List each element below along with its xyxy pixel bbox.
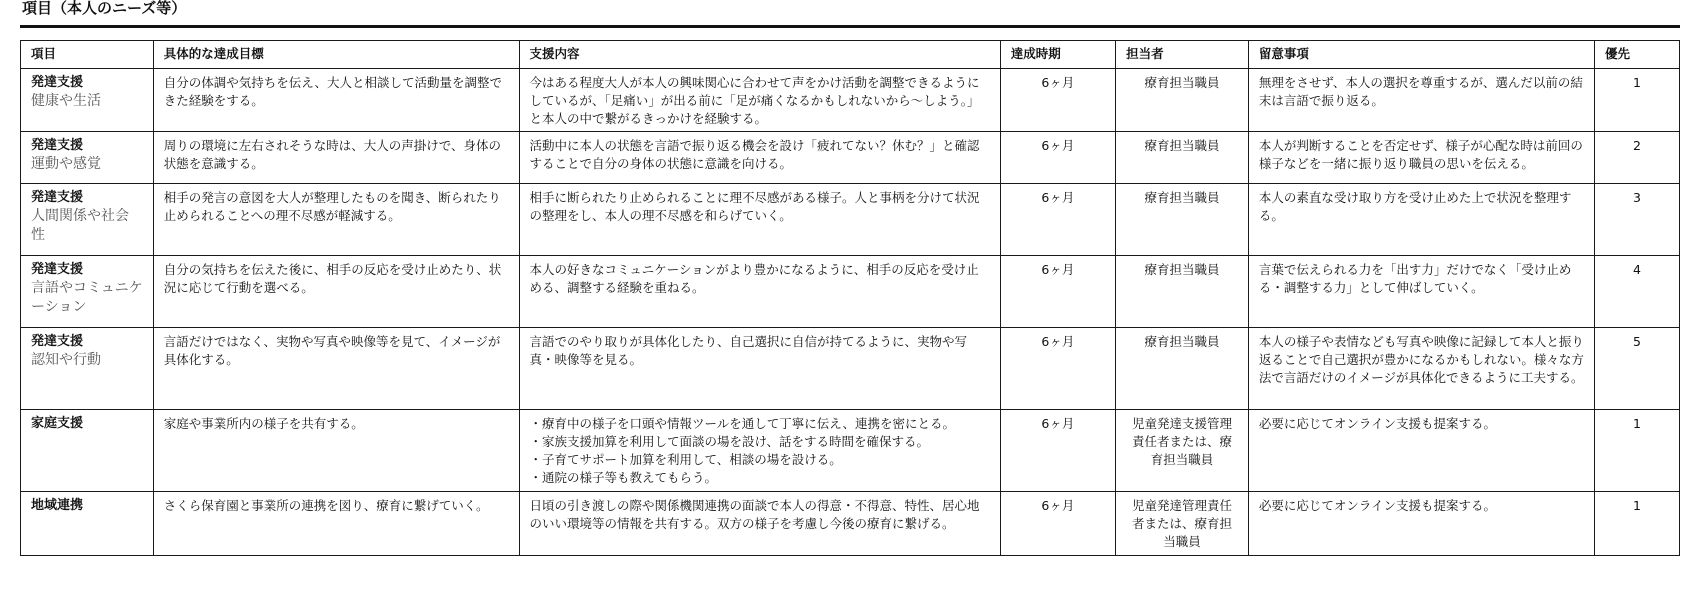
item-cell xyxy=(21,69,154,132)
support-cell xyxy=(519,184,1000,256)
header-row xyxy=(21,41,1680,69)
item-cell xyxy=(21,410,154,492)
support-line: 日頃の引き渡しの際や関係機関連携の面談で本人の得意・不得意、特性、居心地のいい環境等の情報を共有する。双方の様子を考慮し今後の療育に繋げる。 xyxy=(529,498,980,531)
category-subtitle: 運動や感覚 xyxy=(31,156,101,172)
category-subtitle: 認知や行動 xyxy=(31,352,101,368)
staff-cell: 療育担当職員 xyxy=(1116,69,1249,132)
support-cell xyxy=(519,256,1000,328)
col-header-support: 支援内容 xyxy=(519,41,1000,69)
notes-cell: 必要に応じてオンライン支援も提案する。 xyxy=(1248,492,1594,556)
item-cell xyxy=(21,256,154,328)
notes-cell: 言葉で伝えられる力を「出す力」だけでなく「受け止める・調整する力」として伸ばしていく。 xyxy=(1248,256,1594,328)
goal-cell: 自分の気持ちを伝えた後に、相手の反応を受け止めたり、状況に応じて行動を選べる。 xyxy=(153,256,519,328)
support-line: 相手に断られたり止められることに理不尽感がある様子。人と事柄を分けて状況の整理をし、本人の理不尽感を和らげていく。 xyxy=(529,190,980,223)
support-plan-table xyxy=(20,40,1680,556)
category-title: 発達支援 xyxy=(31,75,84,90)
category-subtitle: 言語やコミュニケーション xyxy=(31,280,143,315)
priority-cell: 4 xyxy=(1595,256,1680,328)
col-header-staff: 担当者 xyxy=(1116,41,1249,69)
support-line: ・通院の様子等も教えてもらう。 xyxy=(529,470,718,485)
category-title: 家庭支援 xyxy=(31,416,84,431)
table-row xyxy=(21,492,1680,556)
col-header-priority: 優先 xyxy=(1595,41,1680,69)
item-cell xyxy=(21,184,154,256)
period-cell: 6ヶ月 xyxy=(1000,256,1115,328)
category-title: 発達支援 xyxy=(31,334,84,349)
staff-cell: 療育担当職員 xyxy=(1116,184,1249,256)
support-line: 今はある程度大人が本人の興味関心に合わせて声をかけ活動を調整できるようにしているが、「足痛い」が出る前に「足が痛くなるかもしれないから〜しよう。」と本人の中で繋がるきっかけを経験する。 xyxy=(529,75,980,126)
col-header-period: 達成時期 xyxy=(1000,41,1115,69)
heading-rule xyxy=(20,25,1680,28)
staff-cell: 児童発達管理責任者または、療育担当職員 xyxy=(1116,492,1249,556)
table-row xyxy=(21,410,1680,492)
priority-cell: 5 xyxy=(1595,328,1680,410)
priority-cell: 1 xyxy=(1595,492,1680,556)
category-title: 発達支援 xyxy=(31,190,84,205)
period-cell: 6ヶ月 xyxy=(1000,132,1115,184)
notes-cell: 必要に応じてオンライン支援も提案する。 xyxy=(1248,410,1594,492)
staff-cell: 児童発達支援管理責任者または、療育担当職員 xyxy=(1116,410,1249,492)
goal-cell: 自分の体調や気持ちを伝え、大人と相談して活動量を調整できた経験をする。 xyxy=(153,69,519,132)
support-cell xyxy=(519,492,1000,556)
goal-cell: 相手の発言の意図を大人が整理したものを聞き、断られたり止められることへの理不尽感が軽減する。 xyxy=(153,184,519,256)
goal-cell: さくら保育園と事業所の連携を図り、療育に繋げていく。 xyxy=(153,492,519,556)
period-cell: 6ヶ月 xyxy=(1000,69,1115,132)
support-line: ・子育てサポート加算を利用して、相談の場を設ける。 xyxy=(529,452,842,467)
category-title: 地域連携 xyxy=(31,498,84,513)
item-cell xyxy=(21,492,154,556)
support-line: 言語でのやり取りが具体化したり、自己選択に自信が持てるように、実物や写真・映像等を見る。 xyxy=(529,334,968,367)
notes-cell: 本人の様子や表情なども写真や映像に記録して本人と振り返ることで自己選択が豊かになるかもしれない。様々な方法で言語だけのイメージが具体化できるように工夫する。 xyxy=(1248,328,1594,410)
item-cell xyxy=(21,328,154,410)
category-title: 発達支援 xyxy=(31,138,84,153)
staff-cell: 療育担当職員 xyxy=(1116,132,1249,184)
support-line: ・療育中の様子を口頭や情報ツールを通して丁寧に伝え、連携を密にとる。 xyxy=(529,416,956,431)
priority-cell: 2 xyxy=(1595,132,1680,184)
category-subtitle: 人間関係や社会性 xyxy=(31,208,129,243)
period-cell: 6ヶ月 xyxy=(1000,184,1115,256)
table-row xyxy=(21,184,1680,256)
goal-cell: 家庭や事業所内の様子を共有する。 xyxy=(153,410,519,492)
staff-cell: 療育担当職員 xyxy=(1116,328,1249,410)
item-cell xyxy=(21,132,154,184)
staff-cell: 療育担当職員 xyxy=(1116,256,1249,328)
support-line: 活動中に本人の状態を言語で振り返る機会を設け「疲れてない？休む？」と確認することで自分の身体の状態に意識を向ける。 xyxy=(529,138,980,171)
support-cell xyxy=(519,328,1000,410)
period-cell: 6ヶ月 xyxy=(1000,328,1115,410)
period-cell: 6ヶ月 xyxy=(1000,410,1115,492)
priority-cell: 3 xyxy=(1595,184,1680,256)
category-subtitle: 健康や生活 xyxy=(31,93,101,109)
goal-cell: 周りの環境に左右されそうな時は、大人の声掛けで、身体の状態を意識する。 xyxy=(153,132,519,184)
col-header-item: 項目 xyxy=(21,41,154,69)
table-row xyxy=(21,69,1680,132)
support-cell xyxy=(519,69,1000,132)
priority-cell: 1 xyxy=(1595,410,1680,492)
table-row xyxy=(21,132,1680,184)
table-row xyxy=(21,328,1680,410)
section-heading: 項目（本人のニーズ等） xyxy=(22,0,187,17)
priority-cell: 1 xyxy=(1595,69,1680,132)
support-line: 本人の好きなコミュニケーションがより豊かになるように、相手の反応を受け止める、調整する経験を重ねる。 xyxy=(529,262,979,295)
support-cell xyxy=(519,410,1000,492)
notes-cell: 無理をさせず、本人の選択を尊重するが、選んだ以前の結末は言語で振り返る。 xyxy=(1248,69,1594,132)
notes-cell: 本人が判断することを否定せず、様子が心配な時は前回の様子などを一緒に振り返り職員の思いを伝える。 xyxy=(1248,132,1594,184)
table-row xyxy=(21,256,1680,328)
notes-cell: 本人の素直な受け取り方を受け止めた上で状況を整理する。 xyxy=(1248,184,1594,256)
category-title: 発達支援 xyxy=(31,262,84,277)
support-cell xyxy=(519,132,1000,184)
support-line: ・家族支援加算を利用して面談の場を設け、話をする時間を確保する。 xyxy=(529,434,930,449)
col-header-goal: 具体的な達成目標 xyxy=(153,41,519,69)
goal-cell: 言語だけではなく、実物や写真や映像等を見て、イメージが具体化する。 xyxy=(153,328,519,410)
col-header-notes: 留意事項 xyxy=(1248,41,1594,69)
period-cell: 6ヶ月 xyxy=(1000,492,1115,556)
